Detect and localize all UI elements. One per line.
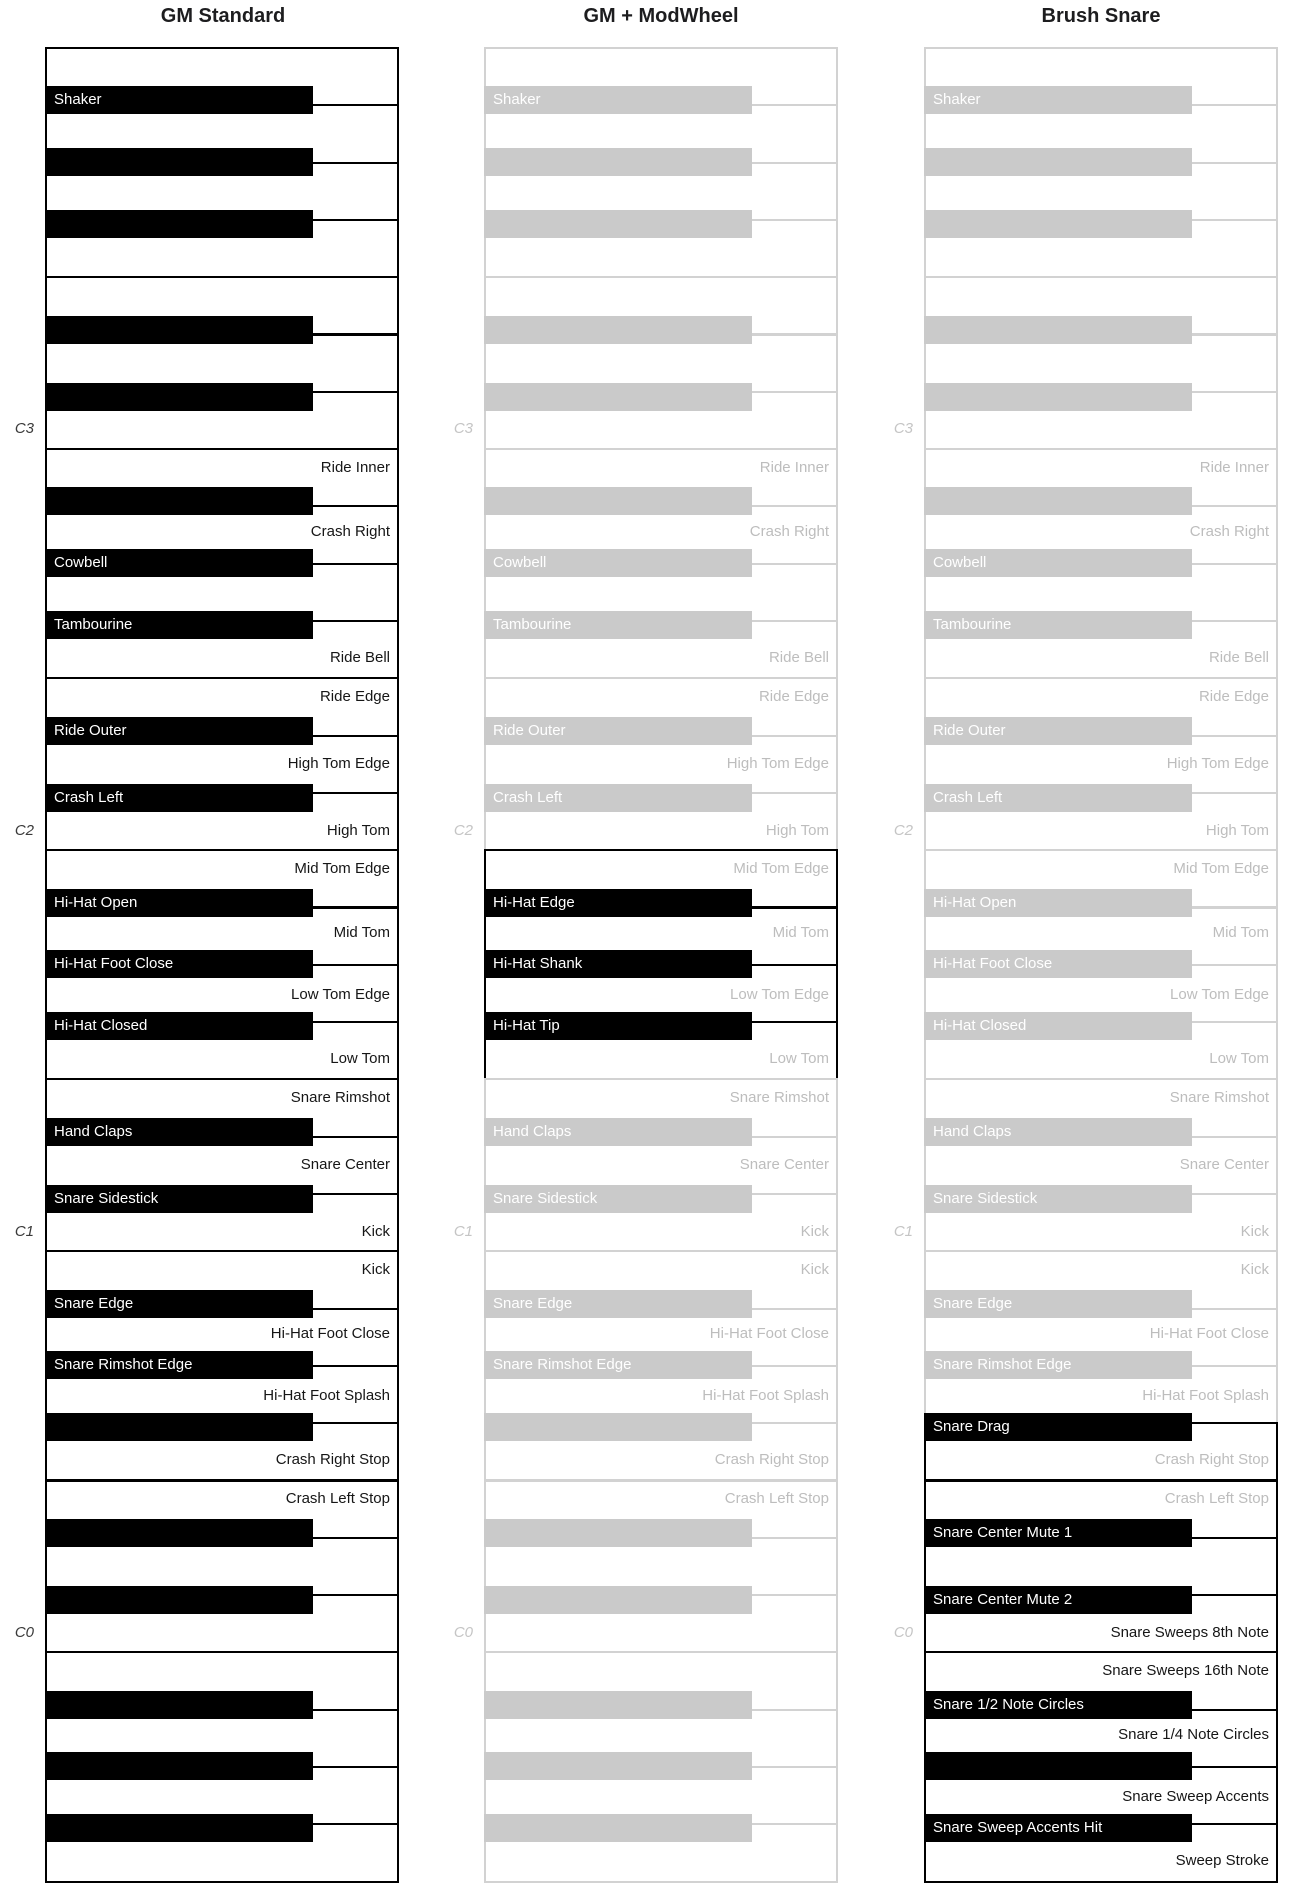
key-label-F2: Ride Bell (329, 649, 390, 667)
black-key-A#1 (924, 889, 1192, 917)
black-key-C#3 (484, 383, 752, 411)
keyboard-title-gm-modwheel: GM + ModWheel (583, 5, 739, 27)
black-key-F#-1 (45, 1814, 313, 1842)
keyboard-gm-standard (14, 47, 399, 1883)
key-label-C1: Kick (361, 1222, 390, 1240)
key-label-C#0: Snare Center Mute 2 (933, 1591, 1073, 1609)
key-label-F0: Crash Right Stop (714, 1451, 829, 1469)
black-key-G#-1 (484, 1752, 752, 1780)
key-label-F1: Low Tom (330, 1050, 390, 1068)
key-label-E0: Crash Left Stop (724, 1490, 829, 1508)
key-label-G1: Low Tom Edge (291, 985, 390, 1003)
key-label-F#1: Hi-Hat Closed (54, 1017, 148, 1035)
black-key-D#1 (45, 1118, 313, 1146)
key-label-F#1: Hi-Hat Tip (493, 1017, 560, 1035)
key-label-G0: Hi-Hat Foot Splash (263, 1387, 390, 1404)
key-label-G#2: Cowbell (933, 553, 987, 571)
black-key-F#2 (45, 611, 313, 639)
key-label-D1: Snare Center (1179, 1156, 1269, 1174)
key-label-B0: Kick (800, 1260, 829, 1278)
key-label-A0: Hi-Hat Foot Close (709, 1325, 829, 1343)
key-label-G#1: Hi-Hat Shank (493, 954, 583, 972)
key-label-A#1: Hi-Hat Open (54, 893, 138, 911)
key-label-B1: Mid Tom Edge (294, 859, 390, 877)
key-label-A#1: Hi-Hat Edge (493, 893, 575, 911)
key-label-G0: Hi-Hat Foot Splash (1142, 1387, 1269, 1404)
black-key-A#1 (484, 889, 752, 917)
black-key-G#1 (924, 950, 1192, 978)
key-label-G#2: Cowbell (54, 553, 108, 571)
black-key-D#1 (924, 1118, 1192, 1146)
key-label-D#1: Hand Claps (54, 1122, 133, 1140)
key-label-B0: Kick (361, 1260, 390, 1278)
key-label-A0: Hi-Hat Foot Close (270, 1325, 390, 1343)
key-label-D#0: Snare Center Mute 1 (933, 1523, 1073, 1541)
black-key-D#2 (484, 717, 752, 745)
key-label-C#1: Snare Sidestick (54, 1190, 159, 1207)
key-label-F0: Crash Right Stop (275, 1451, 390, 1469)
black-key-A#2 (924, 487, 1192, 515)
black-key-G#3 (45, 148, 313, 176)
key-label-B2: Ride Inner (1199, 458, 1269, 476)
key-label-C1: Kick (1240, 1222, 1269, 1240)
black-key-F#2 (484, 611, 752, 639)
black-key-C#3 (924, 383, 1192, 411)
key-label-D2: High Tom Edge (726, 755, 829, 773)
black-key-G#3 (924, 148, 1192, 176)
key-label-G#1: Hi-Hat Foot Close (933, 954, 1053, 972)
key-label-G0: Hi-Hat Foot Splash (702, 1387, 829, 1404)
key-label-F#-1: Snare Sweep Accents Hit (933, 1819, 1103, 1837)
black-key-C#0 (484, 1586, 752, 1614)
key-label-E1: Snare Rimshot (729, 1089, 829, 1106)
black-key-F#3 (924, 210, 1192, 238)
black-key-F#-1 (484, 1814, 752, 1842)
key-label-F0: Crash Right Stop (1154, 1451, 1269, 1469)
key-label-A2: Crash Right (310, 523, 390, 540)
key-label-A#3: Shaker (54, 91, 102, 109)
black-key-G#-1 (924, 1752, 1192, 1780)
black-key-C#0 (45, 1586, 313, 1614)
key-label-B2: Ride Inner (320, 458, 390, 476)
key-label-G#0: Snare Rimshot Edge (933, 1355, 1072, 1373)
octave-label-C1: C1 (453, 1222, 473, 1240)
octave-label-C2: C2 (893, 821, 913, 839)
key-label-C2: High Tom (765, 821, 829, 839)
octave-label-C0: C0 (14, 1623, 34, 1641)
key-label-E0: Crash Left Stop (1164, 1490, 1269, 1508)
key-label-A-1: Snare 1/4 Note Circles (1118, 1726, 1269, 1744)
key-label-C#1: Snare Sidestick (493, 1190, 598, 1207)
octave-label-C0: C0 (893, 1623, 913, 1641)
key-label-F2: Ride Bell (768, 649, 829, 667)
black-key-A#1 (45, 889, 313, 917)
black-key-F#3 (484, 210, 752, 238)
black-key-D#0 (924, 1519, 1192, 1547)
key-label-A2: Crash Right (749, 523, 829, 540)
key-label-E1: Snare Rimshot (290, 1089, 390, 1106)
black-key-C#0 (924, 1586, 1192, 1614)
black-key-G#1 (484, 950, 752, 978)
octave-label-C3: C3 (14, 420, 34, 438)
key-label-C#1: Snare Sidestick (933, 1190, 1038, 1207)
black-key-G#2 (484, 549, 752, 577)
key-label-G1: Low Tom Edge (730, 985, 829, 1003)
key-label-F2: Ride Bell (1208, 649, 1269, 667)
black-key-C#3 (45, 383, 313, 411)
keyboard-gm-modwheel (453, 47, 838, 1883)
black-key-A#-1 (484, 1691, 752, 1719)
key-label-G1: Low Tom Edge (1170, 985, 1269, 1003)
key-label-D1: Snare Center (739, 1156, 829, 1174)
black-key-F#1 (45, 1012, 313, 1040)
key-label-B1: Mid Tom Edge (1173, 859, 1269, 877)
key-label-G#1: Hi-Hat Foot Close (54, 954, 174, 972)
key-label-C1: Kick (800, 1222, 829, 1240)
key-label-A1: Mid Tom (1212, 924, 1269, 942)
key-label-A0: Hi-Hat Foot Close (1149, 1325, 1269, 1343)
black-key-D#3 (924, 316, 1192, 344)
black-key-A#-1 (924, 1691, 1192, 1719)
black-key-C#1 (484, 1185, 752, 1213)
key-label-E2: Ride Edge (319, 687, 390, 705)
key-label-D#1: Hand Claps (493, 1122, 572, 1140)
octave-label-C2: C2 (453, 821, 473, 839)
key-label-A1: Mid Tom (772, 924, 829, 942)
black-key-C#2 (45, 784, 313, 812)
key-label-F#2: Tambourine (933, 616, 1012, 633)
key-label-A#0: Snare Edge (54, 1294, 134, 1312)
key-label-C0: Snare Sweeps 8th Note (1110, 1623, 1269, 1641)
key-label-G#0: Snare Rimshot Edge (493, 1355, 632, 1373)
key-label-F-1: Sweep Stroke (1175, 1852, 1269, 1870)
black-key-G#2 (45, 549, 313, 577)
keyboard-title-brush-snare: Brush Snare (1041, 5, 1161, 27)
black-key-C#2 (484, 784, 752, 812)
key-label-F#1: Hi-Hat Closed (933, 1017, 1027, 1035)
black-key-A#2 (45, 487, 313, 515)
keyboard-brush-snare (893, 47, 1278, 1883)
black-key-F#0 (924, 1413, 1192, 1441)
black-key-G#0 (924, 1351, 1192, 1379)
key-label-D2: High Tom Edge (287, 755, 390, 773)
keyboard-title-gm-standard: GM Standard (160, 5, 286, 27)
key-label-A#3: Shaker (933, 91, 981, 109)
black-key-G#-1 (45, 1752, 313, 1780)
black-key-G#0 (45, 1351, 313, 1379)
black-key-A#0 (484, 1290, 752, 1318)
black-key-F#3 (45, 210, 313, 238)
key-label-D#2: Ride Outer (54, 721, 127, 739)
octave-label-C0: C0 (453, 1623, 473, 1641)
key-label-D#1: Hand Claps (933, 1122, 1012, 1140)
key-label-F1: Low Tom (1209, 1050, 1269, 1068)
black-key-A#-1 (45, 1691, 313, 1719)
key-label-G#0: Snare Rimshot Edge (54, 1355, 193, 1373)
black-key-F#1 (924, 1012, 1192, 1040)
black-key-A#0 (924, 1290, 1192, 1318)
key-label-G-1: Snare Sweep Accents (1122, 1788, 1269, 1806)
key-label-D#2: Ride Outer (933, 721, 1006, 739)
key-label-E2: Ride Edge (758, 687, 829, 705)
key-label-A2: Crash Right (1189, 523, 1269, 540)
black-key-F#0 (45, 1413, 313, 1441)
key-label-D2: High Tom Edge (1166, 755, 1269, 773)
black-key-D#0 (484, 1519, 752, 1547)
key-label-A#3: Shaker (493, 91, 541, 109)
key-label-F#2: Tambourine (493, 616, 572, 633)
key-label-B2: Ride Inner (759, 458, 829, 476)
key-label-A#0: Snare Edge (933, 1294, 1013, 1312)
key-label-B0: Kick (1240, 1260, 1269, 1278)
black-key-G#1 (45, 950, 313, 978)
key-label-C2: High Tom (326, 821, 390, 839)
black-key-D#1 (484, 1118, 752, 1146)
black-key-D#2 (924, 717, 1192, 745)
black-key-A#2 (484, 487, 752, 515)
key-label-F#2: Tambourine (54, 616, 133, 633)
key-label-G#2: Cowbell (493, 553, 547, 571)
octave-label-C1: C1 (893, 1222, 913, 1240)
black-key-F#2 (924, 611, 1192, 639)
black-key-D#0 (45, 1519, 313, 1547)
black-key-D#3 (45, 316, 313, 344)
key-label-D1: Snare Center (300, 1156, 390, 1174)
black-key-D#2 (45, 717, 313, 745)
black-key-F#0 (484, 1413, 752, 1441)
black-key-C#2 (924, 784, 1192, 812)
octave-label-C1: C1 (14, 1222, 34, 1240)
black-key-G#0 (484, 1351, 752, 1379)
key-label-F1: Low Tom (769, 1050, 829, 1068)
octave-label-C3: C3 (453, 420, 473, 438)
key-label-E0: Crash Left Stop (285, 1490, 390, 1508)
key-label-D#2: Ride Outer (493, 721, 566, 739)
key-label-B1: Mid Tom Edge (733, 859, 829, 877)
black-key-D#3 (484, 316, 752, 344)
key-label-B-1: Snare Sweeps 16th Note (1102, 1662, 1269, 1679)
key-label-A#0: Snare Edge (493, 1294, 573, 1312)
black-key-F#1 (484, 1012, 752, 1040)
octave-label-C2: C2 (14, 821, 34, 839)
black-key-A#3 (484, 86, 752, 114)
black-key-C#1 (924, 1185, 1192, 1213)
black-key-A#0 (45, 1290, 313, 1318)
key-label-E1: Snare Rimshot (1169, 1089, 1269, 1106)
key-label-A1: Mid Tom (333, 924, 390, 942)
black-key-A#3 (45, 86, 313, 114)
black-key-G#2 (924, 549, 1192, 577)
key-label-E2: Ride Edge (1198, 687, 1269, 705)
key-label-F#0: Snare Drag (933, 1418, 1010, 1436)
key-label-C#2: Crash Left (54, 788, 124, 806)
key-label-C#2: Crash Left (933, 788, 1003, 806)
black-key-F#-1 (924, 1814, 1192, 1842)
key-label-A#1: Hi-Hat Open (933, 893, 1017, 911)
octave-label-C3: C3 (893, 420, 913, 438)
key-label-A#-1: Snare 1/2 Note Circles (933, 1695, 1084, 1713)
black-key-C#1 (45, 1185, 313, 1213)
key-label-C#2: Crash Left (493, 788, 563, 806)
key-label-C2: High Tom (1205, 821, 1269, 839)
black-key-A#3 (924, 86, 1192, 114)
black-key-G#3 (484, 148, 752, 176)
